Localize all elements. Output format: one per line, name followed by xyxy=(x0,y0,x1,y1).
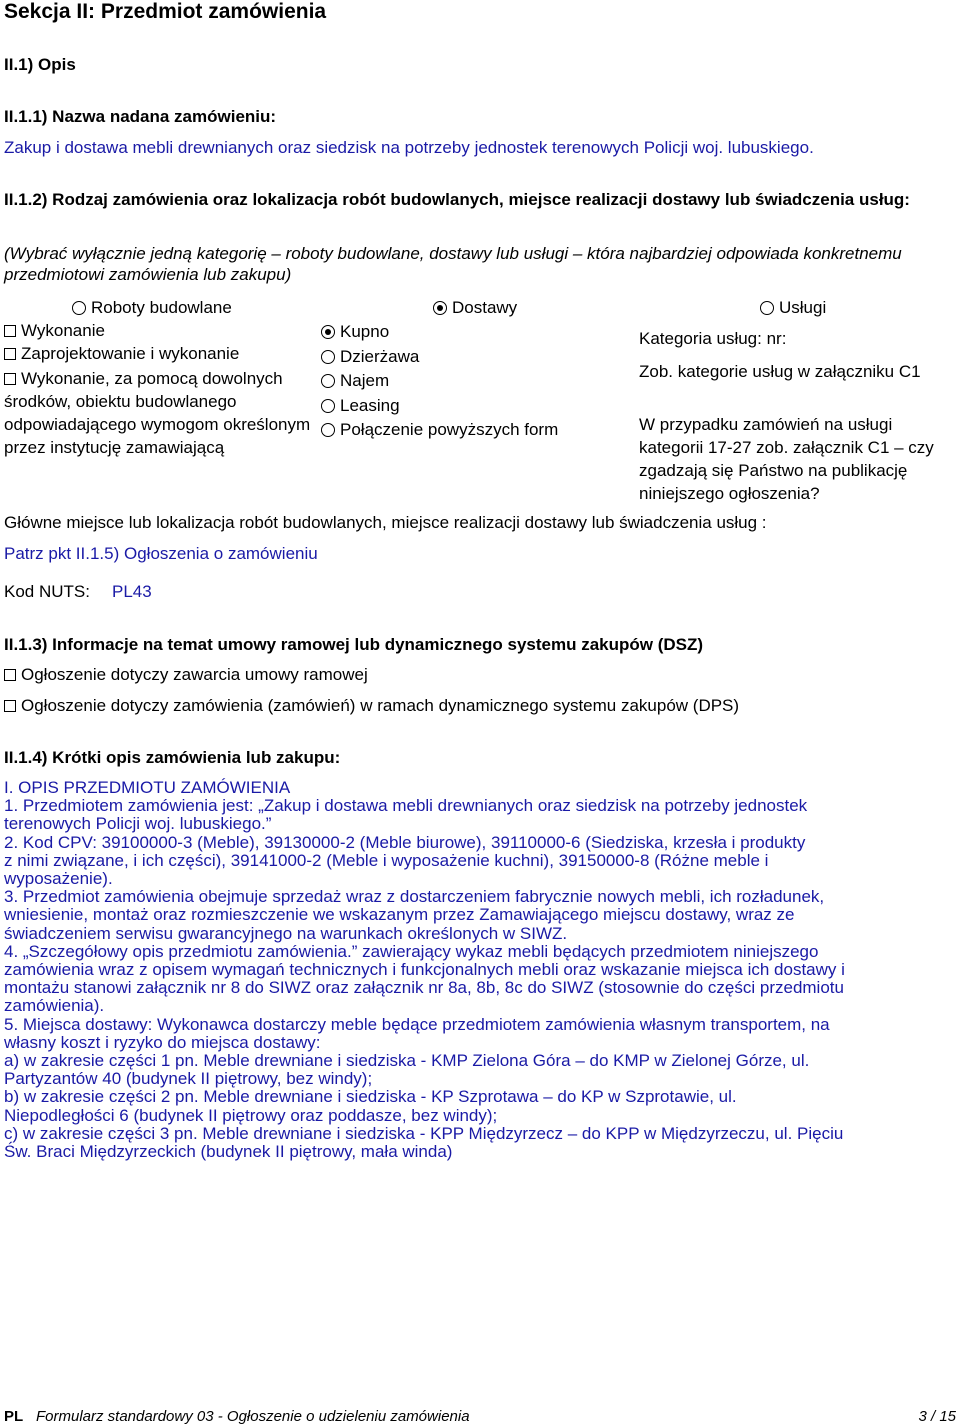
option-wykonanie-pomoca[interactable] xyxy=(4,367,322,459)
opis-block xyxy=(4,779,845,1161)
footer-lang: PL xyxy=(4,1408,24,1425)
option-leasing[interactable] xyxy=(321,396,400,416)
radio-icon xyxy=(760,301,774,315)
opis-line: Św. Braci Międzyrzeckich (budynek II piętrowy, mała winda) xyxy=(4,1142,453,1162)
checkbox-icon xyxy=(4,348,16,360)
uslugi-zob: Zob. kategorie usług w załączniku C1 xyxy=(639,362,921,381)
option-umowa-ramowa[interactable] xyxy=(4,665,368,685)
category-dostawy[interactable] xyxy=(433,298,517,318)
checkbox-icon xyxy=(4,325,16,337)
opis-line: c) w zakresie części 3 pn. Meble drewniane i siedziska - KPP Międzyrzecz – do KPP w Międzyrzeczu, ul. Pięciu xyxy=(4,1123,844,1143)
glowne-miejsce-label: Główne miejsce lub lokalizacja robót budowlanych, miejsce realizacji dostawy lub świadczenia usług : xyxy=(4,513,767,532)
option-wykonanie-label: Wykonanie xyxy=(21,321,105,340)
opis-line: Partyzantów 40 (budynek II piętrowy, bez windy); xyxy=(4,1069,373,1089)
section-title: Sekcja II: Przedmiot zamówienia xyxy=(4,0,327,23)
category-dostawy-label: Dostawy xyxy=(452,298,518,317)
opis-line: 2. Kod CPV: 39100000-3 (Meble), 39130000-2 (Meble biurowe), 39110000-6 (Siedziska, krzesła i produkty xyxy=(4,832,806,852)
radio-selected-icon xyxy=(321,325,335,339)
uslugi-kategoria: Kategoria usług: nr: xyxy=(639,329,787,348)
nuts-label: Kod NUTS: xyxy=(4,582,90,601)
radio-icon xyxy=(321,374,335,388)
category-roboty[interactable] xyxy=(72,298,232,318)
opis-line: wyposażenie). xyxy=(4,869,113,889)
opis-line: 3. Przedmiot zamówienia obejmuje sprzedaż wraz z dostarczeniem fabrycznie nowych mebli, ich rozładunek, xyxy=(4,887,825,907)
opis-line: I. OPIS PRZEDMIOTU ZAMÓWIENIA xyxy=(4,778,291,797)
opis-line: 4. „Szczegółowy opis przedmiotu zamówienia.” zawierający wykaz mebli będących przedmiotem niniejszego xyxy=(4,941,819,961)
opis-line: a) w zakresie części 1 pn. Meble drewniane i siedziska - KMP Zielona Góra – do KMP w Zielonej Górze, ul. xyxy=(4,1051,810,1071)
opis-line: b) w zakresie części 2 pn. Meble drewniane i siedziska - KP Szprotawa – do KP w Szprotawie, ul. xyxy=(4,1087,737,1107)
option-leasing-label: Leasing xyxy=(340,396,400,415)
option-polaczenie-label: Połączenie powyższych form xyxy=(340,420,559,439)
option-kupno[interactable] xyxy=(321,322,389,342)
option-zaprojektowanie-label: Zaprojektowanie i wykonanie xyxy=(21,344,240,363)
opis-line: Niepodległości 6 (budynek II piętrowy oraz poddasze, bez windy); xyxy=(4,1105,498,1125)
option-wykonanie-pomoca-label: Wykonanie, za pomocą dowolnych środków, obiektu budowlanego odpowiadającego wymogom określonym przez instytucję zamawiającą xyxy=(4,369,311,457)
category-roboty-label: Roboty budowlane xyxy=(91,298,232,317)
option-najem-label: Najem xyxy=(340,371,390,390)
opis-line: montażu stanowi załącznik nr 8 do SIWZ oraz załącznik nr 8a, 8b, 8c do SIWZ (stosownie do części przedmiotu xyxy=(4,978,844,998)
radio-icon xyxy=(72,301,86,315)
option-kupno-label: Kupno xyxy=(340,322,390,341)
option-polaczenie[interactable] xyxy=(321,420,558,440)
footer-page: 3 / 15 xyxy=(918,1408,956,1425)
opis-line: zamówienia). xyxy=(4,996,105,1016)
option-dzierzawa-label: Dzierżawa xyxy=(340,347,420,366)
option-zaprojektowanie[interactable] xyxy=(4,344,239,364)
opis-line: 1. Przedmiotem zamówienia jest: „Zakup i dostawa mebli drewnianych oraz siedzisk na potrzeby jednostek xyxy=(4,796,808,816)
heading-nazwa: II.1.1) Nazwa nadana zamówieniu: xyxy=(4,107,277,126)
opis-line: wniesienie, montaż oraz rozmieszczenie we wskazanym przez Zamawiającego miejscu dostawy, wraz ze xyxy=(4,905,795,925)
checkbox-icon xyxy=(4,373,16,385)
radio-icon xyxy=(321,350,335,364)
footer-form: Formularz standardowy 03 - Ogłoszenie o udzieleniu zamówienia xyxy=(36,1408,470,1425)
heading-opis: II.1) Opis xyxy=(4,55,76,74)
category-uslugi[interactable] xyxy=(760,298,826,318)
checkbox-icon xyxy=(4,669,16,681)
heading-informacje: II.1.3) Informacje na temat umowy ramowej lub dynamicznego systemu zakupów (DSZ) xyxy=(4,635,704,654)
option-dps-label: Ogłoszenie dotyczy zamówienia (zamówień) w ramach dynamicznego systemu zakupów (DPS) xyxy=(21,696,740,715)
radio-icon xyxy=(321,399,335,413)
category-uslugi-label: Usługi xyxy=(779,298,827,317)
radio-selected-icon xyxy=(433,301,447,315)
radio-icon xyxy=(321,423,335,437)
opis-line: z nimi związane, i ich części), 39141000-2 (Meble i wyposażenie kuchni), 39150000-8 (Różne meble i xyxy=(4,850,769,870)
nazwa-value: Zakup i dostawa mebli drewnianych oraz siedzisk na potrzeby jednostek terenowych Policji woj. lubuskiego. xyxy=(4,138,814,157)
checkbox-icon xyxy=(4,700,16,712)
option-dps[interactable] xyxy=(4,696,739,716)
option-najem[interactable] xyxy=(321,371,389,391)
heading-krotki-opis: II.1.4) Krótki opis zamówienia lub zakupu: xyxy=(4,748,341,767)
option-wykonanie[interactable] xyxy=(4,321,105,341)
opis-line: zamówienia wraz z opisem wymagań technicznych i funkcjonalnych mebli oraz wskazanie miejsca ich dostawy i xyxy=(4,960,845,980)
opis-line: własny koszt i ryzyko do miejsca dostawy: xyxy=(4,1032,321,1052)
heading-rodzaj: II.1.2) Rodzaj zamówienia oraz lokalizacja robót budowlanych, miejsce realizacji dostawy lub świadczenia usług: xyxy=(4,190,910,209)
rodzaj-note: (Wybrać wyłącznie jedną kategorię – roboty budowlane, dostawy lub usługi – która najbardziej odpowiada konkretnemu przedmiotowi zamówienia lub zakupu) xyxy=(4,244,902,284)
nuts-value: PL43 xyxy=(112,582,152,601)
opis-line: 5. Miejsca dostawy: Wykonawca dostarczy meble będące przedmiotem zamówienia własnym transportem, na xyxy=(4,1014,830,1034)
option-umowa-ramowa-label: Ogłoszenie dotyczy zawarcia umowy ramowej xyxy=(21,665,368,684)
uslugi-przypadek: W przypadku zamówień na usługi kategorii 17-27 zob. załącznik C1 – czy zgadzają się Państwo na publikację niniejszego ogłoszenia? xyxy=(639,415,934,503)
opis-line: terenowych Policji woj. lubuskiego.” xyxy=(4,814,272,834)
opis-line: świadczeniem serwisu gwarancyjnego na warunkach określonych w SIWZ. xyxy=(4,923,568,943)
option-dzierzawa[interactable] xyxy=(321,347,419,367)
glowne-miejsce-value: Patrz pkt II.1.5) Ogłoszenia o zamówieniu xyxy=(4,544,318,563)
